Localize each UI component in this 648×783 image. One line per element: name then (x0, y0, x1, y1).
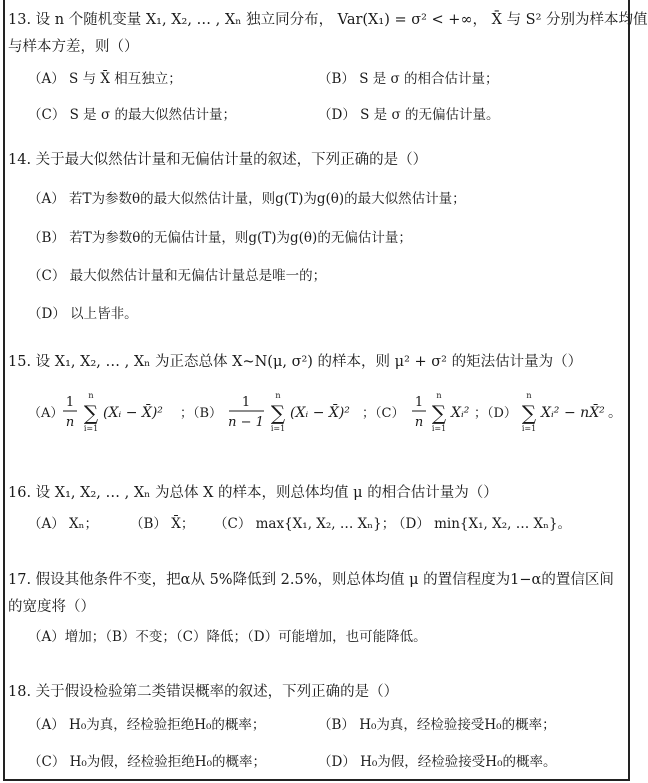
q17-stem-line1: 17. 假设其他条件不变，把α从 5%降低到 2.5%，则总体均值 μ 的置信程度为1−α的置信区间 (8, 572, 614, 588)
svg-text:Xᵢ²: Xᵢ² (541, 405, 560, 421)
q13-option-c[interactable]: （C） S 是 σ 的最大似然估计量； (28, 107, 236, 123)
q13-option-a[interactable]: （A） S 与 X̄ 相互独立； (28, 71, 182, 87)
q17-stem-line2: 的宽度将（） (8, 599, 95, 615)
svg-text:；（C）: ；（C） (362, 406, 405, 421)
q13-option-d[interactable]: （D） S 是 σ 的无偏估计量。 (318, 107, 500, 123)
svg-text:i=1: i=1 (270, 424, 286, 433)
q15-stem: 15. 设 X₁, X₂, … , Xₙ 为正态总体 X~N(μ, σ²) 的样本，则 μ² + σ² 的矩法估计量为（） (8, 354, 583, 370)
q14-option-b[interactable]: （B） 若T为参数θ的无偏估计量，则g(T)为g(θ)的无偏估计量； (28, 230, 412, 246)
svg-text:n: n (65, 415, 75, 430)
svg-text:1: 1 (414, 395, 424, 410)
q18-option-b[interactable]: （B） H₀为真，经检验接受H₀的概率； (318, 717, 556, 733)
q14-option-c[interactable]: （C） 最大似然估计量和无偏估计量总是唯一的； (28, 268, 327, 284)
svg-text:（A）: （A） (28, 406, 64, 421)
q16-option-b[interactable]: （B） X̄； (130, 516, 195, 532)
q16-option-d[interactable]: （D） min{X₁, X₂, … Xₙ}。 (392, 516, 572, 532)
q16-option-a[interactable]: （A） Xₙ； (28, 516, 98, 532)
q14-stem: 14. 关于最大似然估计量和无偏估计量的叙述，下列正确的是（） (8, 152, 428, 168)
svg-text:。: 。 (608, 405, 622, 421)
q16-option-c[interactable]: （C） max{X₁, X₂, … Xₙ}； (214, 516, 396, 532)
q16-stem: 16. 设 X₁, X₂, … , Xₙ 为总体 X 的样本，则总体均值 μ 的相合估计量为（） (8, 485, 498, 501)
svg-text:n: n (414, 415, 424, 430)
q18-stem: 18. 关于假设检验第二类错误概率的叙述，下列正确的是（） (8, 684, 399, 700)
svg-text:(Xᵢ − X̄)²: (Xᵢ − X̄)² (290, 405, 350, 421)
q15-option-a[interactable] (28, 391, 163, 433)
svg-text:n: n (275, 391, 281, 400)
q13-stem-line2: 与样本方差，则（） (8, 39, 139, 55)
svg-text:；（D）: ；（D） (474, 406, 517, 421)
svg-text:∑: ∑ (270, 401, 286, 425)
svg-text:；（B）: ；（B） (180, 406, 223, 421)
svg-text:∑: ∑ (83, 401, 99, 425)
q13-stem-line1: 13. 设 n 个随机变量 X₁, X₂, … , Xₙ 独立同分布， Var(X₁) = σ² < +∞， X̄ 与 S² 分别为样本均值 (8, 12, 648, 28)
q18-option-c[interactable]: （C） H₀为假，经检验拒绝H₀的概率； (28, 754, 266, 770)
svg-text:∑: ∑ (431, 401, 447, 425)
q15-option-c[interactable] (362, 391, 470, 433)
q15-option-b[interactable] (180, 391, 350, 433)
q14-option-a[interactable]: （A） 若T为参数θ的最大似然估计量，则g(T)为g(θ)的最大似然估计量； (28, 191, 466, 207)
svg-text:− nX̄²: − nX̄² (564, 405, 605, 421)
q15-options-formula (8, 390, 620, 436)
svg-text:∑: ∑ (521, 401, 537, 425)
svg-text:1: 1 (241, 395, 251, 410)
q17-options[interactable]: （A）增加；（B）不变；（C）降低；（D）可能增加，也可能降低。 (28, 629, 427, 645)
q14-option-d[interactable]: （D） 以上皆非。 (28, 306, 138, 322)
svg-text:i=1: i=1 (83, 424, 99, 433)
q18-option-a[interactable]: （A） H₀为真，经检验拒绝H₀的概率； (28, 717, 266, 733)
svg-text:n: n (526, 391, 532, 400)
q13-option-b[interactable]: （B） S 是 σ 的相合估计量； (318, 71, 499, 87)
svg-text:n: n (436, 391, 442, 400)
q18-option-d[interactable]: （D） H₀为假，经检验接受H₀的概率。 (318, 754, 557, 770)
q15-option-d[interactable] (474, 391, 622, 433)
svg-text:i=1: i=1 (521, 424, 537, 433)
svg-text:Xᵢ²: Xᵢ² (451, 405, 470, 421)
svg-text:i=1: i=1 (431, 424, 447, 433)
svg-text:n − 1: n − 1 (228, 415, 264, 430)
svg-text:(Xᵢ − X̄)²: (Xᵢ − X̄)² (103, 405, 163, 421)
svg-text:n: n (88, 391, 94, 400)
svg-text:1: 1 (65, 395, 75, 410)
